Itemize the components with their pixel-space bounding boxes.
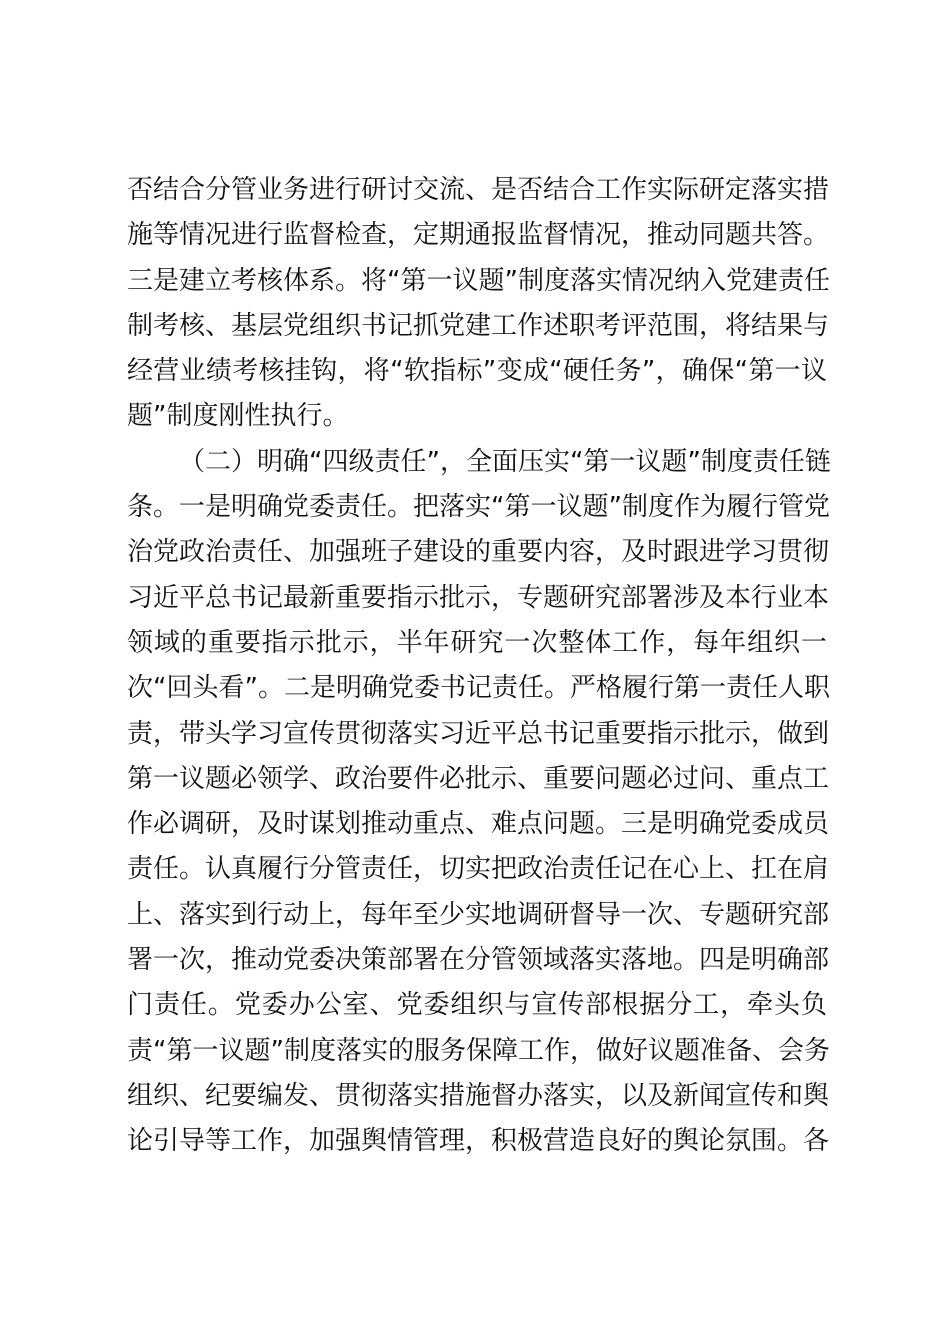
paragraph-line: 次“回头看”。二是明确党委书记责任。严格履行第一责任人职 [127, 673, 830, 704]
paragraph-line: 习近平总书记最新重要指示批示，专题研究部署涉及本行业本 [127, 582, 830, 613]
document-body [127, 168, 831, 1165]
paragraph-line: 否结合分管业务进行研讨交流、是否结合工作实际研定落实措 [127, 175, 830, 205]
paragraph-line: 论引导等工作，加强舆情管理，积极营造良好的舆论氛围。各 [127, 1126, 830, 1157]
paragraph-line: 题”制度刚性执行。 [127, 401, 349, 432]
paragraph-line: 治党政治责任、加强班子建设的重要内容，及时跟进学习贯彻 [127, 537, 830, 568]
paragraph-line: 组织、纪要编发、贯彻落实措施督办落实，以及新闻宣传和舆 [127, 1080, 830, 1111]
paragraph-1 [127, 168, 830, 440]
paragraph-heading-line: （二）明确“四级责任”，全面压实“第一议题”制度责任链 [179, 446, 831, 477]
paragraph-2 [127, 440, 831, 1165]
paragraph-line: 责任。认真履行分管责任，切实把政治责任记在心上、扛在肩 [127, 854, 830, 885]
paragraph-line: 制考核、基层党组织书记抓党建工作述职考评范围，将结果与 [127, 310, 830, 341]
paragraph-line: 第一议题必领学、政治要件必批示、重要问题必过问、重点工 [127, 763, 830, 794]
paragraph-line: 责，带头学习宣传贯彻落实习近平总书记重要指示批示，做到 [127, 718, 830, 749]
paragraph-line: 上、落实到行动上，每年至少实地调研督导一次、专题研究部 [127, 899, 830, 930]
paragraph-line: 条。一是明确党委责任。把落实“第一议题”制度作为履行管党 [127, 492, 830, 523]
paragraph-line: 三是建立考核体系。将“第一议题”制度落实情况纳入党建责任 [127, 265, 830, 296]
paragraph-line: 署一次，推动党委决策部署在分管领域落实落地。四是明确部 [127, 945, 830, 976]
paragraph-line: 作必调研，及时谋划推动重点、难点问题。三是明确党委成员 [127, 809, 830, 840]
paragraph-line: 领域的重要指示批示，半年研究一次整体工作，每年组织一 [127, 627, 827, 658]
paragraph-line: 责“第一议题”制度落实的服务保障工作，做好议题准备、会务 [127, 1035, 830, 1066]
paragraph-line: 门责任。党委办公室、党委组织与宣传部根据分工，牵头负 [127, 990, 827, 1021]
paragraph-line: 经营业绩考核挂钩，将“软指标”变成“硬任务”，确保“第一议 [127, 356, 827, 387]
paragraph-line: 施等情况进行监督检查，定期通报监督情况，推动同题共答。 [127, 220, 830, 251]
